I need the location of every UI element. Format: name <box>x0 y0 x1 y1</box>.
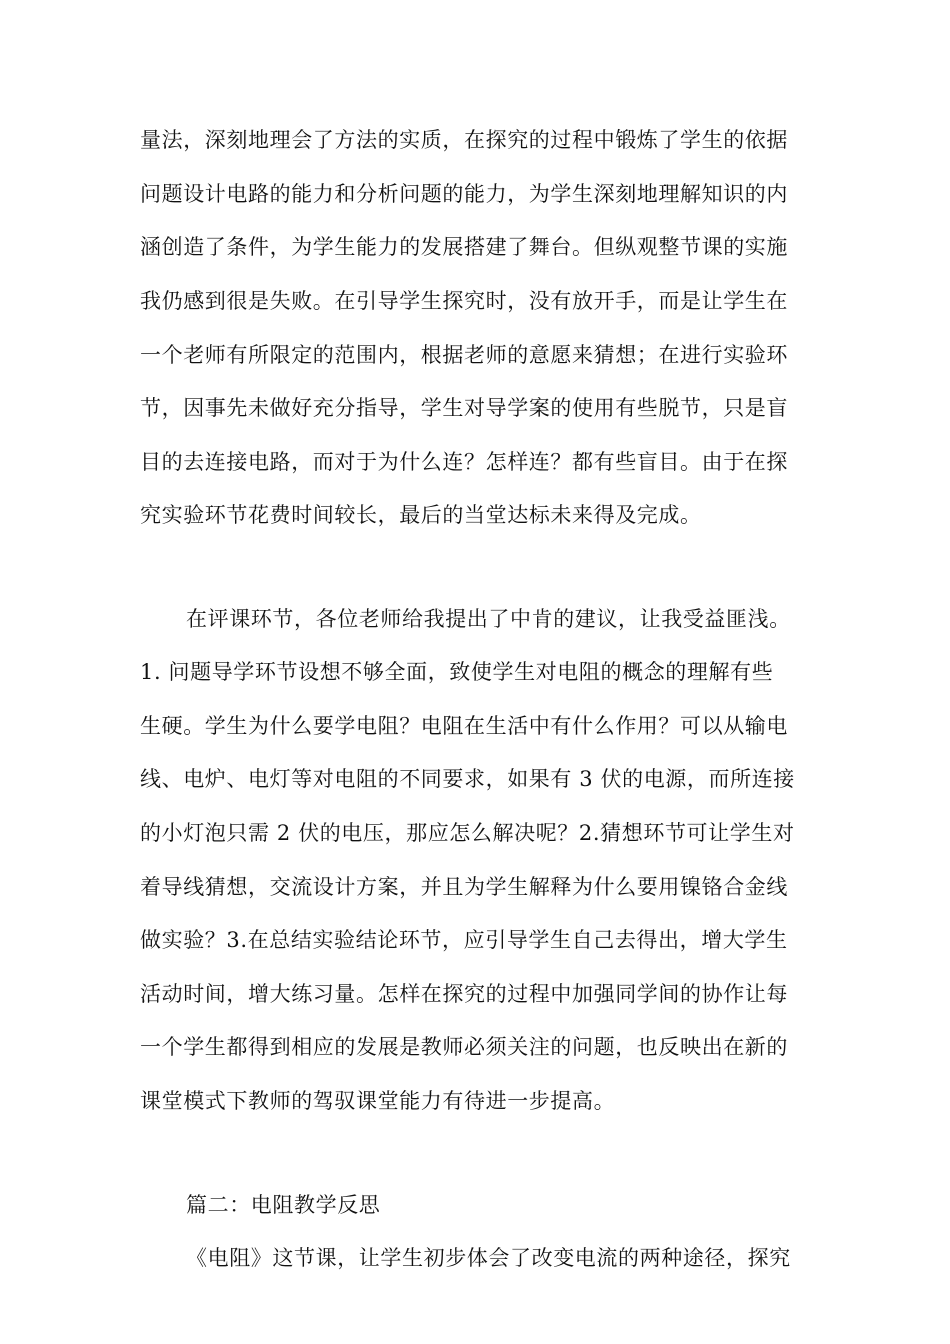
text-line: 做实验？3.在总结实验结论环节，应引导学生自己去得出，增大学生 <box>140 928 788 952</box>
text-line: 问题设计电路的能力和分析问题的能力，为学生深刻地理解知识的内 <box>140 182 788 206</box>
text-line: 究实验环节花费时间较长，最后的当堂达标未来得及完成。 <box>140 503 702 527</box>
text-line: 节，因事先未做好充分指导，学生对导学案的使用有些脱节，只是盲 <box>140 396 788 420</box>
text-line: 生硬。学生为什么要学电阻？电阻在生活中有什么作用？可以从输电 <box>140 714 788 738</box>
text-line: 课堂模式下教师的驾驭课堂能力有待进一步提高。 <box>140 1089 616 1113</box>
text-line: 涵创造了条件，为学生能力的发展搭建了舞台。但纵观整节课的实施 <box>140 235 788 259</box>
text-line: 活动时间，增大练习量。怎样在探究的过程中加强同学间的协作让每 <box>140 982 788 1006</box>
paragraph-intro: 在评课环节，各位老师给我提出了中肯的建议，让我受益匪浅。 <box>186 607 791 631</box>
text-line: 的小灯泡只需 2 伏的电压，那应怎么解决呢？2.猜想环节可让学生对 <box>140 821 795 845</box>
text-line: 着导线猜想，交流设计方案，并且为学生解释为什么要用镍铬合金线 <box>140 875 788 899</box>
text-line: 《电阻》这节课，让学生初步体会了改变电流的两种途径，探究 <box>186 1246 791 1270</box>
text-line: 一个老师有所限定的范围内，根据老师的意愿来猜想；在进行实验环 <box>140 343 788 367</box>
text-line: 目的去连接电路，而对于为什么连？怎样连？都有些盲目。由于在探 <box>140 450 788 474</box>
section-title: 篇二：电阻教学反思 <box>186 1193 381 1217</box>
text-line: 量法，深刻地理会了方法的实质，在探究的过程中锻炼了学生的依据 <box>140 128 788 152</box>
text-line: 我仍感到很是失败。在引导学生探究时，没有放开手，而是让学生在 <box>140 289 788 313</box>
text-line: 线、电炉、电灯等对电阻的不同要求，如果有 3 伏的电源，而所连接 <box>140 767 795 791</box>
text-line: 一个学生都得到相应的发展是教师必须关注的问题，也反映出在新的 <box>140 1035 788 1059</box>
text-line: 1. 问题导学环节设想不够全面，致使学生对电阻的概念的理解有些 <box>140 660 774 684</box>
